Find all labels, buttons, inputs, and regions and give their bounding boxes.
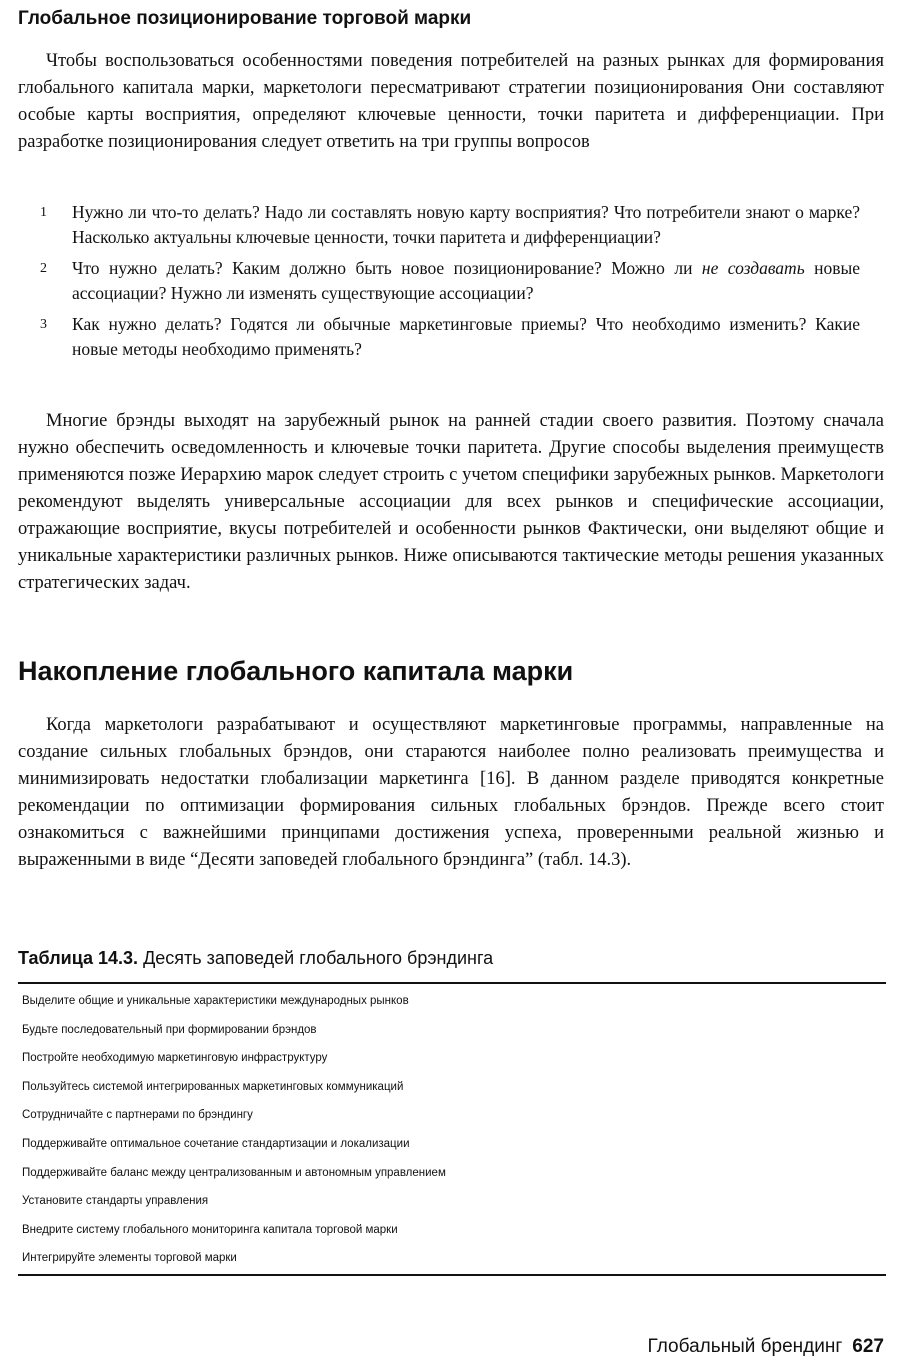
- table-caption-text: Десять заповедей глобального брэндинга: [143, 948, 494, 968]
- table-row: Сотрудничайте с партнерами по брэндингу: [22, 1109, 253, 1122]
- list-item-number: 2: [40, 261, 47, 276]
- list-item-italic-text: не создавать: [701, 258, 805, 278]
- list-item: [40, 256, 860, 306]
- list-item-text: новые ассоциации? Нужно ли изменять существующие ассоциации?: [72, 258, 861, 303]
- page-footer: [648, 1336, 884, 1358]
- table-caption-label: Таблица 14.3.: [18, 948, 139, 968]
- table-row: Постройте необходимую маркетинговую инфраструктуру: [22, 1052, 328, 1065]
- list-item-text: Что нужно делать? Каким должно быть новое позиционирование? Можно ли: [72, 258, 702, 278]
- page-number: 627: [852, 1336, 884, 1357]
- table-row: Интегрируйте элементы торговой марки: [22, 1252, 237, 1265]
- paragraph-positioning: Чтобы воспользоваться особенностями поведения потребителей на разных рынках для формирования глобального капитала марки, маркетологи пересматривают стратегии позиционирования Они составляют особые карты восприятия, определяют ключевые ценности, точки паритета и дифференциации. При разработке позиционирования следует ответить на три группы вопросов: [18, 51, 884, 152]
- paragraph-brands: Многие брэнды выходят на зарубежный рынок на ранней стадии своего развития. Поэтому сначала нужно обеспечить осведомленность и ключевые точки паритета. Другие способы выделения преимуществ применяются позже Иерархию марок следует строить с учетом специфики зарубежных рынков. Маркетологи рекомендуют выделять универсальные ассоциации для всех рынков и специфические ассоциации, отражающие восприятие, вкусы потребителей и особенности рынков Фактически, они выделяют общие и уникальные характеристики различных рынков. Ниже описываются тактические методы решения указанных стратегических задач.: [18, 411, 884, 593]
- table-row: Установите стандарты управления: [22, 1195, 209, 1208]
- table-row: Поддерживайте баланс между централизованным и автономным управлением: [22, 1166, 446, 1179]
- section-subheading: Глобальное позиционирование торговой марки: [18, 8, 472, 29]
- table-caption: [18, 948, 493, 969]
- paragraph-global-capital: Когда маркетологи разрабатывают и осуществляют маркетинговые программы, направленные на создание сильных глобальных брэндов, они стараются наиболее полно реализовать преимущества и минимизировать недостатки глобализации маркетинга [16]. В данном разделе приводятся конкретные рекомендации по оптимизации формирования сильных глобальных брэндов. Прежде всего стоит ознакомиться с важнейшими принципами достижения успеха, проверенными реальной жизнью и выраженными в виде “Десяти заповедей глобального брэндинга” (табл. 14.3).: [18, 715, 884, 870]
- list-item-number: 3: [40, 317, 47, 332]
- table-top-rule: [18, 982, 886, 984]
- table-row: Будьте последовательный при формировании брэндов: [22, 1023, 317, 1036]
- table-row: Пользуйтесь системой интегрированных маркетинговых коммуникаций: [22, 1080, 404, 1093]
- list-item: [40, 312, 860, 362]
- questions-list: [40, 200, 860, 368]
- list-item: [40, 200, 860, 250]
- table-row: Поддерживайте оптимальное сочетание стандартизации и локализации: [22, 1137, 410, 1150]
- table-row: Выделите общие и уникальные характеристики международных рынков: [22, 995, 409, 1007]
- list-item-text: Нужно ли что-то делать? Надо ли составлять новую карту восприятия? Что потребители знают о марке? Насколько актуальны ключевые ценности, точки паритета и дифференциации?: [72, 202, 860, 247]
- table-bottom-rule: [18, 1274, 886, 1276]
- list-item-number: 1: [40, 205, 47, 220]
- list-item-text: Как нужно делать? Годятся ли обычные маркетинговые приемы? Что необходимо изменить? Какие новые методы необходимо применять?: [72, 314, 860, 359]
- running-title: Глобальный брендинг: [647, 1336, 843, 1357]
- table-row: Внедрите систему глобального мониторинга капитала торговой марки: [22, 1223, 398, 1236]
- section-heading: Накопление глобального капитала марки: [18, 656, 574, 686]
- commandments-table: [22, 987, 882, 1273]
